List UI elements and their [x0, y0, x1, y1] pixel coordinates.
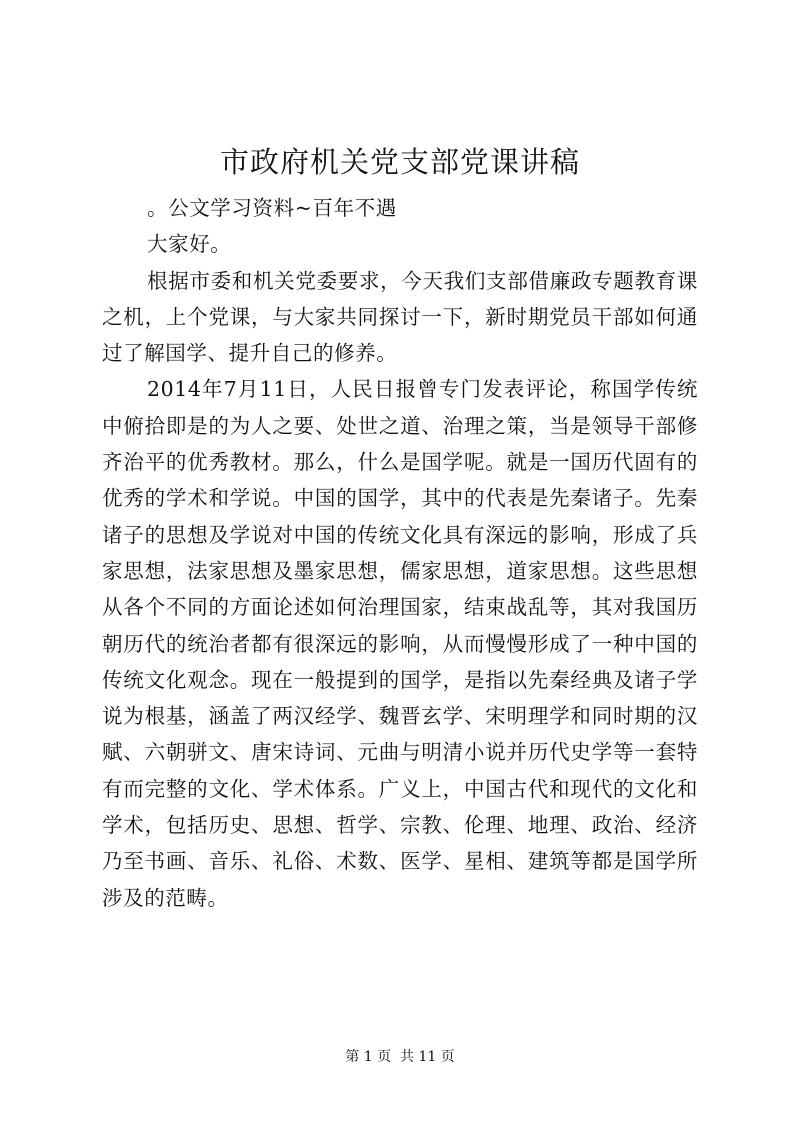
paragraph-greeting: 大家好。 — [147, 232, 232, 257]
paragraph-source-note: 。公文学习资料~百年不遇 — [147, 196, 397, 220]
paragraph-guoxue: 2014年7月11日，人民日报曾专门发表评论，称国学传统中俯拾即是的为人之要、处世之道、治理之策，当是领导干部修齐治平的优秀教材。那么，什么是国学呢。就是一国历代固有的优秀的学术和学说。中国的国学，其中的代表是先秦诸子。先秦诸子的思想及学说对中国的传统文化具有深远的影响，形成了兵家思想，法家思想及墨家思想，儒家思想，道家思想。这些思想从各个不同的方面论述如何治理国家，结束战乱等，其对我国历朝历代的统治者都有很深远的影响，从而慢慢形成了一种中国的传统文化观念。现在一般提到的国学，是指以先秦经典及诸子学说为根基，涵盖了两汉经学、魏晋玄学、宋明理学和同时期的汉赋、六朝骈文、唐宋诗词、元曲与明清小说并历代史学等一套特有而完整的文化、学术体系。广义上，中国古代和现代的文化和学术，包括历史、思想、哲学、宗教、伦理、地理、政治、经济乃至书画、音乐、礼俗、术数、医学、星相、建筑等都是国学所涉及的范畴。 — [102, 377, 698, 910]
document-title: 市政府机关党支部党课讲稿 — [219, 145, 580, 179]
page-footer — [0, 1047, 800, 1067]
page-number-label: 第 1 页 共 11 页 — [345, 1049, 455, 1065]
document-body — [102, 190, 698, 916]
paragraph-intro: 根据市委和机关党委要求，今天我们支部借廉政专题教育课之机，上个党课，与大家共同探讨一下，新时期党员干部如何通过了解国学、提升自己的修养。 — [102, 268, 698, 366]
